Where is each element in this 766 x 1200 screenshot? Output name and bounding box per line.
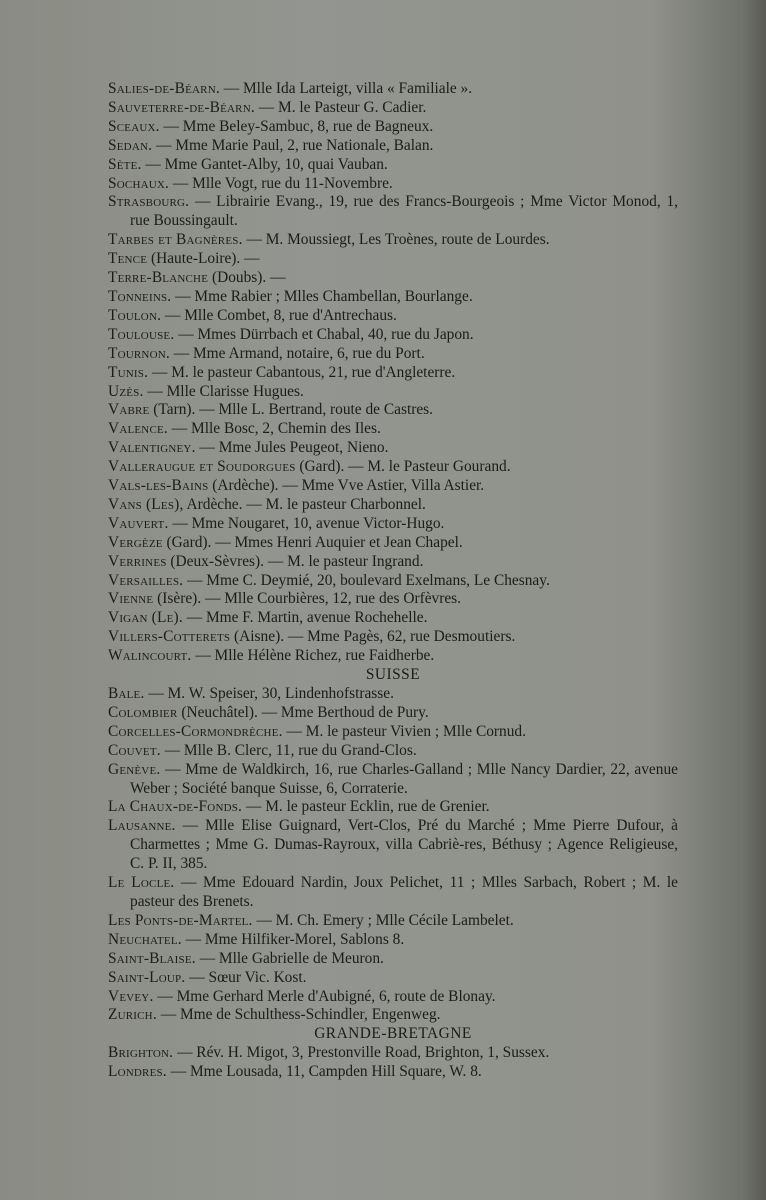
address-entry bbox=[108, 99, 678, 118]
place-name: Neuchatel. bbox=[108, 930, 182, 948]
entry-text: — M. Moussiegt, Les Troènes, route de Lourdes. bbox=[242, 231, 550, 249]
address-entry bbox=[108, 553, 678, 572]
entry-text: — Mlle Bosc, 2, Chemin des Iles. bbox=[167, 420, 381, 438]
entry-text: — Mlle Combet, 8, rue d'Antrechaus. bbox=[161, 306, 397, 324]
place-name: Les Ponts-de-Martel. bbox=[108, 911, 253, 929]
place-name: Zurich. bbox=[108, 1006, 157, 1024]
place-name: Terre-Blanche bbox=[108, 269, 209, 287]
entry-text: — Mme Edouard Nardin, Joux Pelichet, 11 ; Mlles Sarbach, Robert ; M. le pasteur des Brenets. bbox=[130, 874, 678, 910]
place-name: Londres. bbox=[108, 1063, 167, 1081]
entry-text: Ardèche. — M. le pasteur Charbonnel. bbox=[183, 495, 426, 513]
place-name: Vauvert. bbox=[108, 514, 169, 532]
address-entry bbox=[108, 685, 678, 704]
entry-text: (Gard). — Mmes Henri Auquier et Jean Chapel. bbox=[162, 533, 463, 551]
place-name: Uzès. bbox=[108, 382, 144, 400]
address-entry bbox=[108, 231, 678, 250]
entry-text: (Doubs). — bbox=[208, 269, 286, 287]
place-name: Tarbes et Bagnères. bbox=[108, 231, 243, 249]
entry-text: — Mme F. Martin, avenue Rochehelle. bbox=[182, 609, 428, 627]
place-name: Vevey. bbox=[108, 987, 154, 1005]
place-name: Brighton. bbox=[108, 1044, 174, 1062]
place-name: Genève. bbox=[108, 760, 161, 778]
address-entry bbox=[108, 761, 678, 799]
entry-text: (Neuchâtel). — Mme Berthoud de Pury. bbox=[177, 703, 429, 721]
place-name: Villers-Cotterets bbox=[108, 628, 231, 646]
place-name: Vals-les-Bains bbox=[108, 477, 209, 495]
place-name: Sauveterre-de-Béarn. bbox=[108, 98, 255, 116]
address-entry bbox=[108, 364, 678, 383]
address-entry bbox=[108, 1063, 678, 1082]
place-name: Valleraugue et Soudorgues bbox=[108, 458, 296, 476]
place-name: Bale. bbox=[108, 685, 145, 702]
entry-text: — Sœur Vic. Kost. bbox=[185, 968, 307, 986]
address-entry bbox=[108, 817, 678, 874]
address-entry bbox=[108, 250, 678, 269]
address-entry bbox=[108, 969, 678, 988]
place-name: Tence bbox=[108, 250, 148, 268]
place-name: Tunis. bbox=[108, 363, 149, 381]
entry-text: — M. le Pasteur G. Cadier. bbox=[254, 98, 427, 116]
place-name: Couvet. bbox=[108, 741, 161, 759]
entry-text: — Mlle Vogt, rue du 11-Novembre. bbox=[169, 174, 393, 192]
address-entry bbox=[108, 950, 678, 969]
entry-text: — M. le pasteur Cabantous, 21, rue d'Angleterre. bbox=[148, 363, 456, 381]
entry-text: (Haute-Loire). — bbox=[147, 250, 260, 268]
address-entry bbox=[108, 118, 678, 137]
entry-text: — Rév. H. Migot, 3, Prestonville Road, Brighton, 1, Sussex. bbox=[173, 1044, 550, 1062]
place-name: Saint-Blaise. bbox=[108, 949, 196, 967]
entry-text: — Mme Jules Peugeot, Nieno. bbox=[195, 439, 389, 457]
entry-text: — Mme C. Deymié, 20, boulevard Exelmans, Le Chesnay. bbox=[183, 571, 550, 589]
address-entry bbox=[108, 647, 678, 666]
place-name: Sedan. bbox=[108, 136, 153, 154]
entry-text: — Mlle Elise Guignard, Vert-Clos, Pré du Marché ; Mme Pierre Dufour, à Charmettes ; Mme G. Dumas-Rayroux, villa Cabriè-res, Béthusy ; Agence Religieuse, C. P. II, 385. bbox=[130, 817, 678, 873]
address-entry bbox=[108, 137, 678, 156]
address-entry bbox=[108, 80, 678, 99]
entry-text: — Mme de Waldkirch, 16, rue Charles-Galland ; Mlle Nancy Dardier, 22, avenue Weber ; Société banque Suisse, 6, Corraterie. bbox=[130, 760, 678, 797]
entry-text: — Mlle Clarisse Hugues. bbox=[143, 382, 304, 400]
entry-text: — Mme Nougaret, 10, avenue Victor-Hugo. bbox=[168, 514, 445, 532]
entry-text: — M. le pasteur Ecklin, rue de Grenier. bbox=[242, 798, 490, 816]
place-name: Vans (Les), bbox=[108, 495, 184, 513]
place-name: Toulouse. bbox=[108, 325, 175, 343]
entry-text: — M. W. Speiser, 30, Lindenhofstrasse. bbox=[144, 685, 394, 702]
address-entry bbox=[108, 798, 678, 817]
address-entry bbox=[108, 988, 678, 1007]
entry-text: (Aisne). — Mme Pagès, 62, rue Desmoutiers. bbox=[230, 628, 516, 646]
address-entry bbox=[108, 609, 678, 628]
entry-text: — Mme Beley-Sambuc, 8, rue de Bagneux. bbox=[159, 117, 434, 135]
address-entry bbox=[108, 874, 678, 912]
address-entry bbox=[108, 401, 678, 420]
entry-text: — M. Ch. Emery ; Mlle Cécile Lambelet. bbox=[252, 911, 514, 929]
entry-text: — Mme de Schulthess-Schindler, Engenweg. bbox=[156, 1006, 441, 1024]
entry-text: — Mlle B. Clerc, 11, rue du Grand-Clos. bbox=[160, 741, 417, 759]
address-entry bbox=[108, 628, 678, 647]
section-heading: SUISSE bbox=[365, 666, 421, 684]
place-name: Valentigney. bbox=[108, 439, 196, 457]
address-entry bbox=[108, 704, 678, 723]
place-name: Sochaux. bbox=[108, 174, 170, 192]
address-entry bbox=[108, 383, 678, 402]
address-entry bbox=[108, 723, 678, 742]
address-entry bbox=[108, 458, 678, 477]
address-entry bbox=[108, 193, 678, 231]
entry-text: (Isère). — Mlle Courbières, 12, rue des Orfèvres. bbox=[153, 590, 462, 608]
address-entry bbox=[108, 269, 678, 288]
entry-text: — Mme Hilfiker-Morel, Sablons 8. bbox=[181, 930, 405, 948]
address-entry bbox=[108, 326, 678, 345]
address-entry bbox=[108, 931, 678, 950]
place-name: Vigan (Le). bbox=[108, 609, 183, 627]
entry-text: — Mlle Hélène Richez, rue Faidherbe. bbox=[191, 647, 435, 665]
place-name: Salies-de-Béarn. bbox=[108, 80, 220, 97]
address-entry bbox=[108, 590, 678, 609]
place-name: Sète. bbox=[108, 155, 142, 173]
address-entry bbox=[108, 288, 678, 307]
place-name: Sceaux. bbox=[108, 117, 160, 135]
place-name: Lausanne. bbox=[108, 817, 176, 835]
address-entry bbox=[108, 912, 678, 931]
address-entry bbox=[108, 156, 678, 175]
entry-text: — Librairie Evang., 19, rue des Francs-Bourgeois ; Mme Victor Monod, 1, rue Boussingault. bbox=[130, 193, 678, 230]
place-name: La Chaux-de-Fonds. bbox=[108, 798, 243, 816]
place-name: Tonneins. bbox=[108, 287, 172, 305]
entry-text: — Mme Rabier ; Mlles Chambellan, Bourlange. bbox=[171, 287, 473, 305]
address-entry bbox=[108, 515, 678, 534]
place-name: Vergèze bbox=[108, 533, 163, 551]
address-entry bbox=[108, 742, 678, 761]
place-name: Toulon. bbox=[108, 306, 162, 324]
entry-text: — M. le pasteur Vivien ; Mlle Cornud. bbox=[282, 722, 526, 740]
entry-text: — Mlle Gabrielle de Meuron. bbox=[195, 949, 384, 967]
place-name: Valence. bbox=[108, 420, 168, 438]
address-entry bbox=[108, 1044, 678, 1063]
address-entry bbox=[108, 175, 678, 194]
entry-text: — Mme Gerhard Merle d'Aubigné, 6, route de Blonay. bbox=[153, 987, 496, 1005]
place-name: Colombier bbox=[108, 703, 178, 721]
address-entry bbox=[108, 477, 678, 496]
entry-text: (Deux-Sèvres). — M. le pasteur Ingrand. bbox=[166, 552, 424, 570]
entry-text: — Mme Marie Paul, 2, rue Nationale, Balan. bbox=[152, 136, 434, 154]
address-entry bbox=[108, 439, 678, 458]
entry-text: (Tarn). — Mlle L. Bertrand, route de Castres. bbox=[149, 401, 434, 419]
place-name: Versailles. bbox=[108, 571, 184, 589]
entry-text: — Mlle Ida Larteigt, villa « Familiale ». bbox=[219, 80, 473, 97]
address-entry bbox=[108, 1006, 678, 1025]
place-name: Strasbourg. bbox=[108, 193, 190, 211]
entry-text: — Mme Lousada, 11, Campden Hill Square, W. 8. bbox=[166, 1063, 482, 1081]
address-entry bbox=[108, 345, 678, 364]
place-name: Verrines bbox=[108, 552, 167, 570]
entry-text: (Ardèche). — Mme Vve Astier, Villa Astier. bbox=[208, 477, 485, 495]
place-name: Le Locle. bbox=[108, 874, 175, 892]
place-name: Saint-Loup. bbox=[108, 968, 186, 986]
address-entry bbox=[108, 572, 678, 591]
place-name: Walincourt. bbox=[108, 647, 192, 665]
entry-text: — Mmes Dürrbach et Chabal, 40, rue du Japon. bbox=[174, 325, 474, 343]
address-entry bbox=[108, 307, 678, 326]
entry-text: — Mme Armand, notaire, 6, rue du Port. bbox=[169, 344, 425, 362]
address-entry bbox=[108, 534, 678, 553]
entry-text: (Gard). — M. le Pasteur Gourand. bbox=[295, 458, 511, 476]
address-entry bbox=[108, 496, 678, 515]
address-entry bbox=[108, 420, 678, 439]
place-name: Vienne bbox=[108, 590, 154, 608]
place-name: Corcelles-Cormondrèche. bbox=[108, 722, 283, 740]
place-name: Vabre bbox=[108, 401, 150, 419]
section-heading: GRANDE-BRETAGNE bbox=[314, 1025, 472, 1043]
entry-text: — Mme Gantet-Alby, 10, quai Vauban. bbox=[141, 155, 388, 173]
place-name: Tournon. bbox=[108, 344, 170, 362]
address-list bbox=[108, 80, 678, 1082]
